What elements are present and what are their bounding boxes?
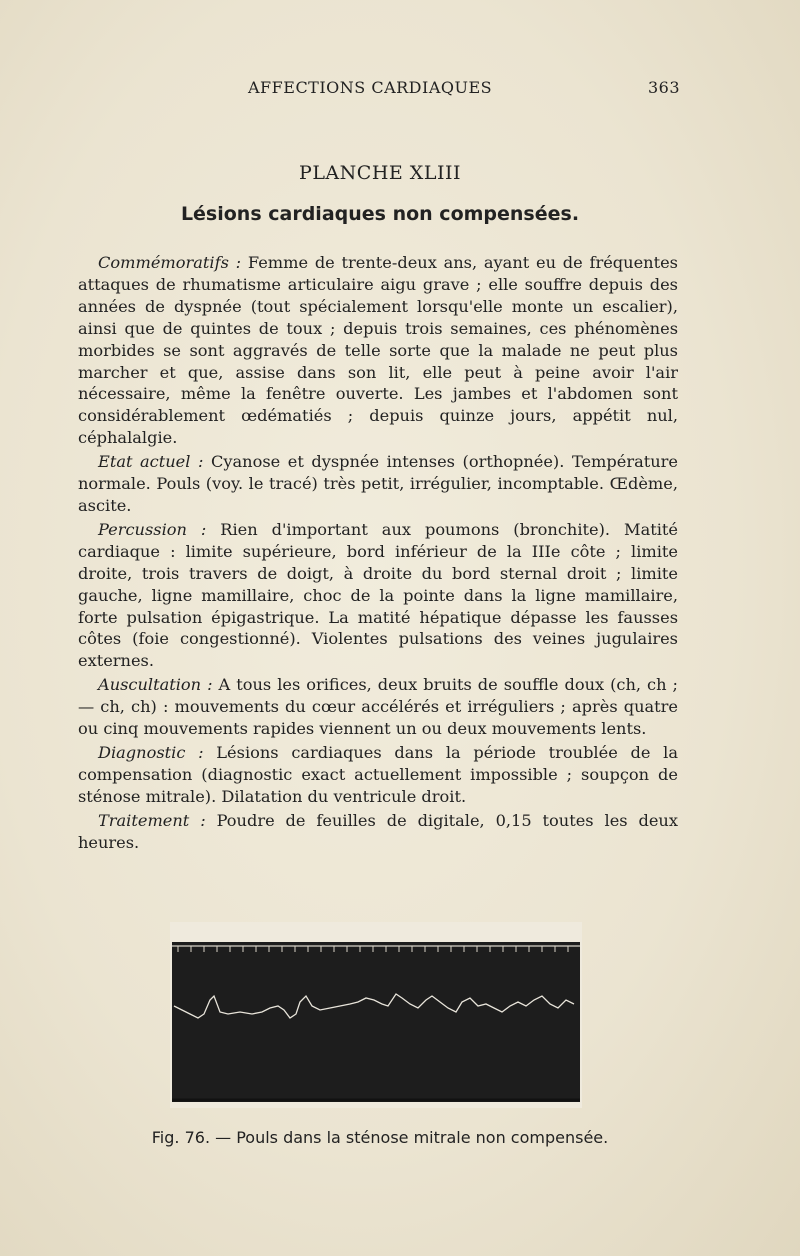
body-text <box>78 252 678 855</box>
figure-caption: Fig. 76. — Pouls dans la sténose mitrale non compensée. <box>151 1128 609 1147</box>
plate-title: Lésions cardiaques non compensées. <box>180 203 580 225</box>
pulse-tracing-figure <box>170 922 582 1108</box>
section-label: Diagnostic : <box>98 742 204 762</box>
paragraph-traitement <box>78 810 678 854</box>
section-label: Traitement : <box>98 810 206 830</box>
tracing-background <box>172 942 580 1102</box>
plate-label: PLANCHE XLIII <box>299 162 461 184</box>
section-text: Lésions cardiaques dans la période troublée de la compensation (diagnostic exact actuellement impossible ; soupçon de sténose mitrale). Dilatation du ventricule droit. <box>78 742 678 806</box>
paragraph-diagnostic <box>78 742 678 808</box>
paragraph-percussion <box>78 519 678 672</box>
section-text: Femme de trente-deux ans, ayant eu de fréquentes attaques de rhumatisme articulaire aigu grave ; elle souffre depuis des années de dyspnée (tout spécialement lorsqu'elle monte un escalier), ainsi que de quintes de toux ; depuis trois semaines, ces phénomènes morbides se sont aggravés de telle sorte que la malade ne peut plus marcher et que, assise dans son lit, elle peut à peine avoir l'air nécessaire, même la fenêtre ouverte. Les jambes et l'abdomen sont considérablement œdématiés ; depuis quinze jours, appétit nul, céphalalgie. <box>78 253 678 448</box>
section-label: Commémoratifs : <box>98 253 242 272</box>
section-text: A tous les orifices, deux bruits de souffle doux (ch, ch ; — ch, ch) : mouvements du cœur accélérés et irréguliers ; après quatre ou cinq mouvements rapides viennent un ou deux mouvements lents. <box>78 675 678 739</box>
section-text: Rien d'important aux poumons (bronchite). Matité cardiaque : limite supérieure, bord inférieur de la IIIe côte ; limite droite, trois travers de doigt, à droite du bord sternal droit ; limite gauche, ligne mamillaire, choc de la pointe dans la ligne mamillaire, forte pulsation épigastrique. La matité hépatique dépasse les fausses côtes (foie congestionné). Violentes pulsations des veines jugulaires externes. <box>78 519 678 671</box>
running-title: AFFECTIONS CARDIAQUES <box>248 78 493 97</box>
page-number: 363 <box>647 78 680 97</box>
running-head <box>78 78 680 102</box>
section-text: Cyanose et dyspnée intenses (orthopnée). Température normale. Pouls (voy. le tracé) très petit, irrégulier, incomptable. Œdème, ascite. <box>78 452 678 515</box>
paragraph-commemoratifs <box>78 252 678 449</box>
paragraph-etat-actuel <box>78 451 678 517</box>
section-label: Etat actuel : <box>98 452 204 472</box>
section-label: Percussion : <box>98 519 207 539</box>
section-text: Poudre de feuilles de digitale, 0,15 toutes les deux heures. <box>78 810 678 852</box>
paragraph-auscultation <box>78 674 678 740</box>
section-label: Auscultation : <box>98 675 213 695</box>
